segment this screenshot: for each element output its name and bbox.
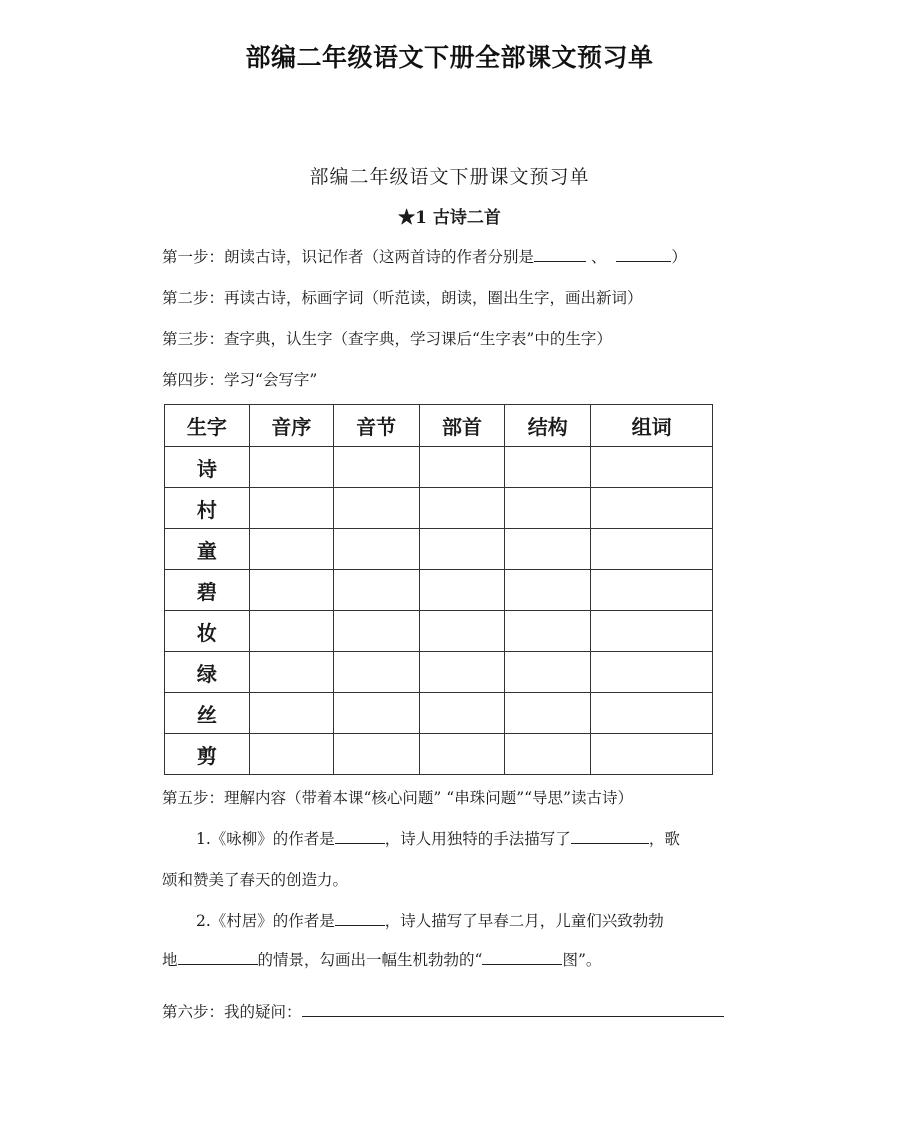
q1-part-c: ，歌 <box>648 830 680 848</box>
answer-cell[interactable] <box>249 693 333 734</box>
answer-cell[interactable] <box>333 488 419 529</box>
char-cell: 诗 <box>165 447 250 488</box>
step-6 <box>162 1000 724 1022</box>
q2-part-d: 的情景，勾画出一幅生机勃勃的“ <box>257 951 483 969</box>
answer-cell[interactable] <box>505 693 591 734</box>
answer-cell[interactable] <box>249 570 333 611</box>
question-1-line-1 <box>196 827 680 849</box>
step-1-text: 第一步：朗读古诗，识记作者（这两首诗的作者分别是 <box>162 248 535 266</box>
char-cell: 丝 <box>165 693 250 734</box>
answer-cell[interactable] <box>333 693 419 734</box>
step-6-label: 第六步：我的疑问： <box>162 1003 302 1021</box>
table-row <box>165 652 713 693</box>
q2-part-e: 图”。 <box>562 951 602 969</box>
answer-cell[interactable] <box>419 529 505 570</box>
header-character: 生字 <box>165 405 250 447</box>
step-2: 第二步：再读古诗，标画字词（听范读，朗读，圈出生字，画出新词） <box>162 289 643 307</box>
q1-blank-subject[interactable] <box>571 829 649 844</box>
answer-cell[interactable] <box>505 734 591 775</box>
q1-blank-author[interactable] <box>335 829 385 844</box>
header-radical: 部首 <box>419 405 505 447</box>
step-1-separator: 、 <box>590 248 607 266</box>
q2-part-a: 2.《村居》的作者是 <box>196 912 335 930</box>
answer-cell[interactable] <box>419 734 505 775</box>
step-1 <box>162 245 687 267</box>
answer-cell[interactable] <box>249 447 333 488</box>
q2-part-c: 地 <box>162 951 178 969</box>
answer-cell[interactable] <box>419 570 505 611</box>
char-cell: 剪 <box>165 734 250 775</box>
char-cell: 妆 <box>165 611 250 652</box>
q2-blank-author[interactable] <box>335 911 385 926</box>
q1-part-a: 1.《咏柳》的作者是 <box>196 830 335 848</box>
answer-cell[interactable] <box>505 529 591 570</box>
answer-cell[interactable] <box>505 652 591 693</box>
table-row <box>165 693 713 734</box>
answer-cell[interactable] <box>591 611 713 652</box>
header-structure: 结构 <box>505 405 591 447</box>
characters-table <box>164 404 713 775</box>
answer-cell[interactable] <box>333 652 419 693</box>
char-cell: 绿 <box>165 652 250 693</box>
answer-cell[interactable] <box>419 652 505 693</box>
q2-blank-action[interactable] <box>178 950 258 965</box>
answer-cell[interactable] <box>591 734 713 775</box>
document-title: 部编二年级语文下册课文预习单 <box>309 166 590 188</box>
table-row <box>165 529 713 570</box>
table-row <box>165 447 713 488</box>
table-row <box>165 734 713 775</box>
header-initial: 音序 <box>249 405 333 447</box>
answer-cell[interactable] <box>591 529 713 570</box>
answer-cell[interactable] <box>419 488 505 529</box>
answer-cell[interactable] <box>505 611 591 652</box>
table-row <box>165 570 713 611</box>
page-title: 部编二年级语文下册全部课文预习单 <box>245 43 654 72</box>
table-row <box>165 611 713 652</box>
answer-cell[interactable] <box>249 611 333 652</box>
answer-cell[interactable] <box>249 652 333 693</box>
question-1-line-2: 颂和赞美了春天的创造力。 <box>162 871 349 889</box>
answer-cell[interactable] <box>249 488 333 529</box>
answer-cell[interactable] <box>249 734 333 775</box>
step-4: 第四步：学习“会写字” <box>162 371 318 389</box>
answer-cell[interactable] <box>333 734 419 775</box>
q2-blank-picture[interactable] <box>482 950 562 965</box>
answer-cell[interactable] <box>505 570 591 611</box>
answer-cell[interactable] <box>333 570 419 611</box>
answer-cell[interactable] <box>419 611 505 652</box>
lesson-title: ★1 古诗二首 <box>398 208 501 228</box>
author-blank-2[interactable] <box>616 247 671 262</box>
answer-cell[interactable] <box>419 693 505 734</box>
table-row <box>165 488 713 529</box>
char-cell: 村 <box>165 488 250 529</box>
char-cell: 碧 <box>165 570 250 611</box>
answer-cell[interactable] <box>419 447 505 488</box>
answer-cell[interactable] <box>333 447 419 488</box>
char-cell: 童 <box>165 529 250 570</box>
question-input-line[interactable] <box>302 1000 724 1017</box>
question-2-line-1 <box>196 909 664 931</box>
q1-part-b: ，诗人用独特的手法描写了 <box>384 830 571 848</box>
author-blank-1[interactable] <box>534 247 586 262</box>
header-words: 组词 <box>591 405 713 447</box>
step-1-end: ） <box>671 248 687 266</box>
answer-cell[interactable] <box>591 652 713 693</box>
header-syllable: 音节 <box>333 405 419 447</box>
question-2-line-2 <box>162 948 601 970</box>
q2-part-b: ，诗人描写了早春二月，儿童们兴致勃勃 <box>384 912 664 930</box>
answer-cell[interactable] <box>591 570 713 611</box>
step-5: 第五步：理解内容（带着本课“核心问题” “串珠问题”“导思”读古诗） <box>162 789 633 807</box>
answer-cell[interactable] <box>591 693 713 734</box>
table-header-row <box>165 405 713 447</box>
answer-cell[interactable] <box>333 611 419 652</box>
answer-cell[interactable] <box>505 488 591 529</box>
answer-cell[interactable] <box>591 447 713 488</box>
answer-cell[interactable] <box>333 529 419 570</box>
answer-cell[interactable] <box>249 529 333 570</box>
answer-cell[interactable] <box>505 447 591 488</box>
answer-cell[interactable] <box>591 488 713 529</box>
step-3: 第三步：查字典，认生字（查字典，学习课后“生字表”中的生字） <box>162 330 612 348</box>
